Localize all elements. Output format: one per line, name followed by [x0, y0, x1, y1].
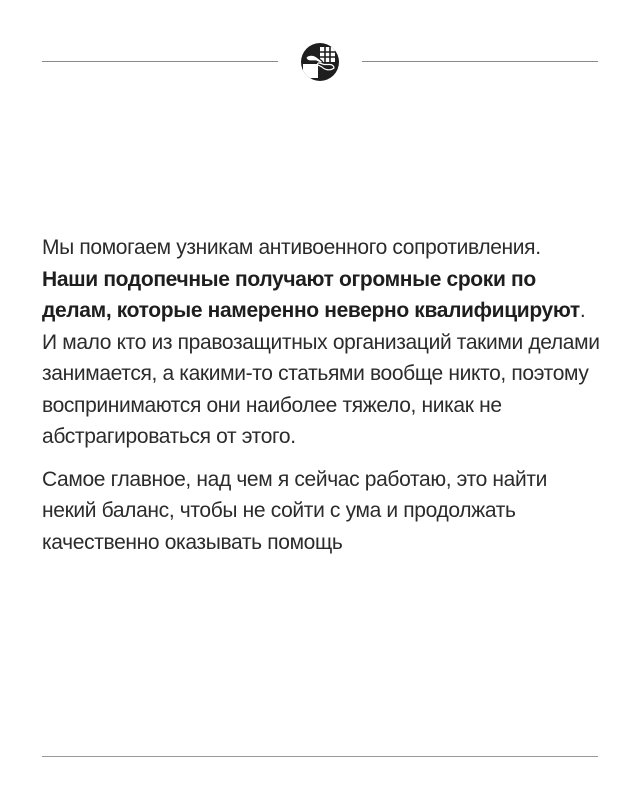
top-divider-right [362, 61, 598, 62]
hands-grid-logo-icon [300, 42, 340, 82]
article-body [42, 232, 602, 558]
paragraph-1-lead: Мы помогаем узникам антивоенного сопротивления. [42, 236, 541, 259]
paragraph-1 [42, 232, 602, 453]
bottom-divider [42, 756, 598, 757]
paragraph-1-emphasis: Наши подопечные получают огромные сроки по делам, которые намеренно неверно квалифицируют [42, 267, 580, 322]
top-divider-left [42, 61, 278, 62]
paragraph-1-tail: . И мало кто из правозащитных организаций такими делами занимается, а какими-то статьями вообще никто, поэтому воспринимаются они наиболее тяжело, никак не абстрагироваться от этого. [42, 299, 600, 448]
paragraph-2: Самое главное, над чем я сейчас работаю, это найти некий баланс, чтобы не сойти с ума и продолжать качественно оказывать помощь [42, 467, 548, 554]
